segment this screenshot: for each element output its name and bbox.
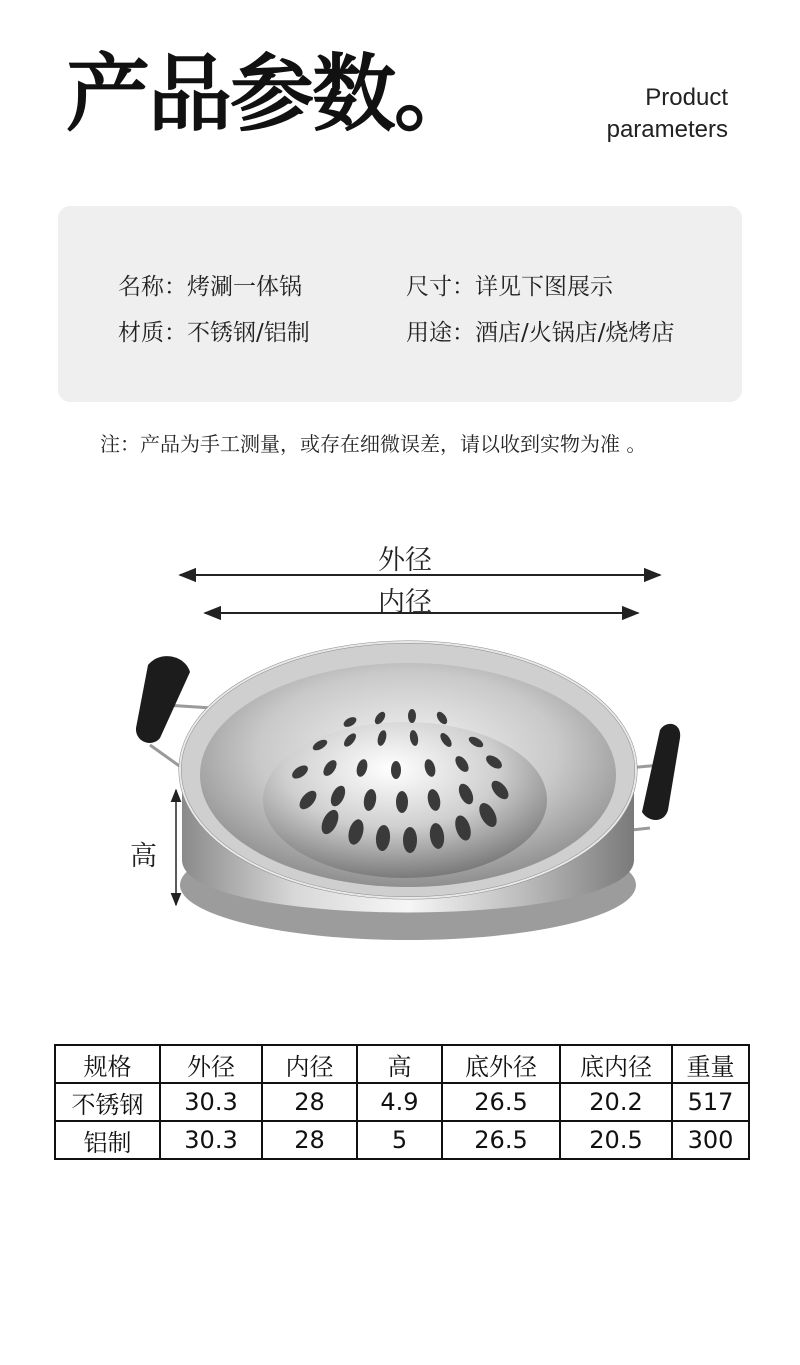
table-cell: 不锈钢	[55, 1083, 160, 1121]
table-cell: 26.5	[442, 1083, 560, 1121]
height-label: 高	[130, 841, 157, 872]
outer-diameter-label: 外径	[378, 545, 432, 576]
table-cell: 20.2	[560, 1083, 672, 1121]
table-cell: 28	[262, 1121, 357, 1159]
measurement-note: 注：产品为手工测量，或存在细微误差，请以收到实物为准 。	[100, 432, 647, 456]
table-cell: 26.5	[442, 1121, 560, 1159]
header-cell: 底外径	[442, 1045, 560, 1083]
table-cell: 517	[672, 1083, 749, 1121]
info-name: 名称：烤涮一体锅	[118, 274, 302, 300]
table-row	[55, 1121, 749, 1159]
header-cell: 重量	[672, 1045, 749, 1083]
spec-table	[54, 1044, 750, 1160]
subtitle-line-1: Product	[645, 84, 728, 111]
subtitle-line-2: parameters	[606, 116, 728, 143]
table-cell: 300	[672, 1121, 749, 1159]
table-cell: 30.3	[160, 1083, 262, 1121]
table-cell: 铝制	[55, 1121, 160, 1159]
header-cell: 外径	[160, 1045, 262, 1083]
table-header-row	[55, 1045, 749, 1083]
header-cell: 内径	[262, 1045, 357, 1083]
header-cell: 高	[357, 1045, 442, 1083]
inner-diameter-label: 内径	[378, 587, 432, 618]
table-cell: 20.5	[560, 1121, 672, 1159]
table-row	[55, 1083, 749, 1121]
pot-illustration	[0, 520, 800, 960]
page-title: 产品参数。	[66, 45, 477, 143]
table-cell: 4.9	[357, 1083, 442, 1121]
page-subtitle	[607, 82, 728, 146]
info-usage: 用途：酒店/火锅店/烧烤店	[406, 320, 675, 346]
table-cell: 30.3	[160, 1121, 262, 1159]
info-material: 材质：不锈钢/铝制	[118, 320, 310, 346]
info-panel	[58, 206, 742, 402]
header-cell: 规格	[55, 1045, 160, 1083]
info-size: 尺寸：详见下图展示	[406, 274, 613, 300]
header-cell: 底内径	[560, 1045, 672, 1083]
table-cell: 5	[357, 1121, 442, 1159]
table-cell: 28	[262, 1083, 357, 1121]
